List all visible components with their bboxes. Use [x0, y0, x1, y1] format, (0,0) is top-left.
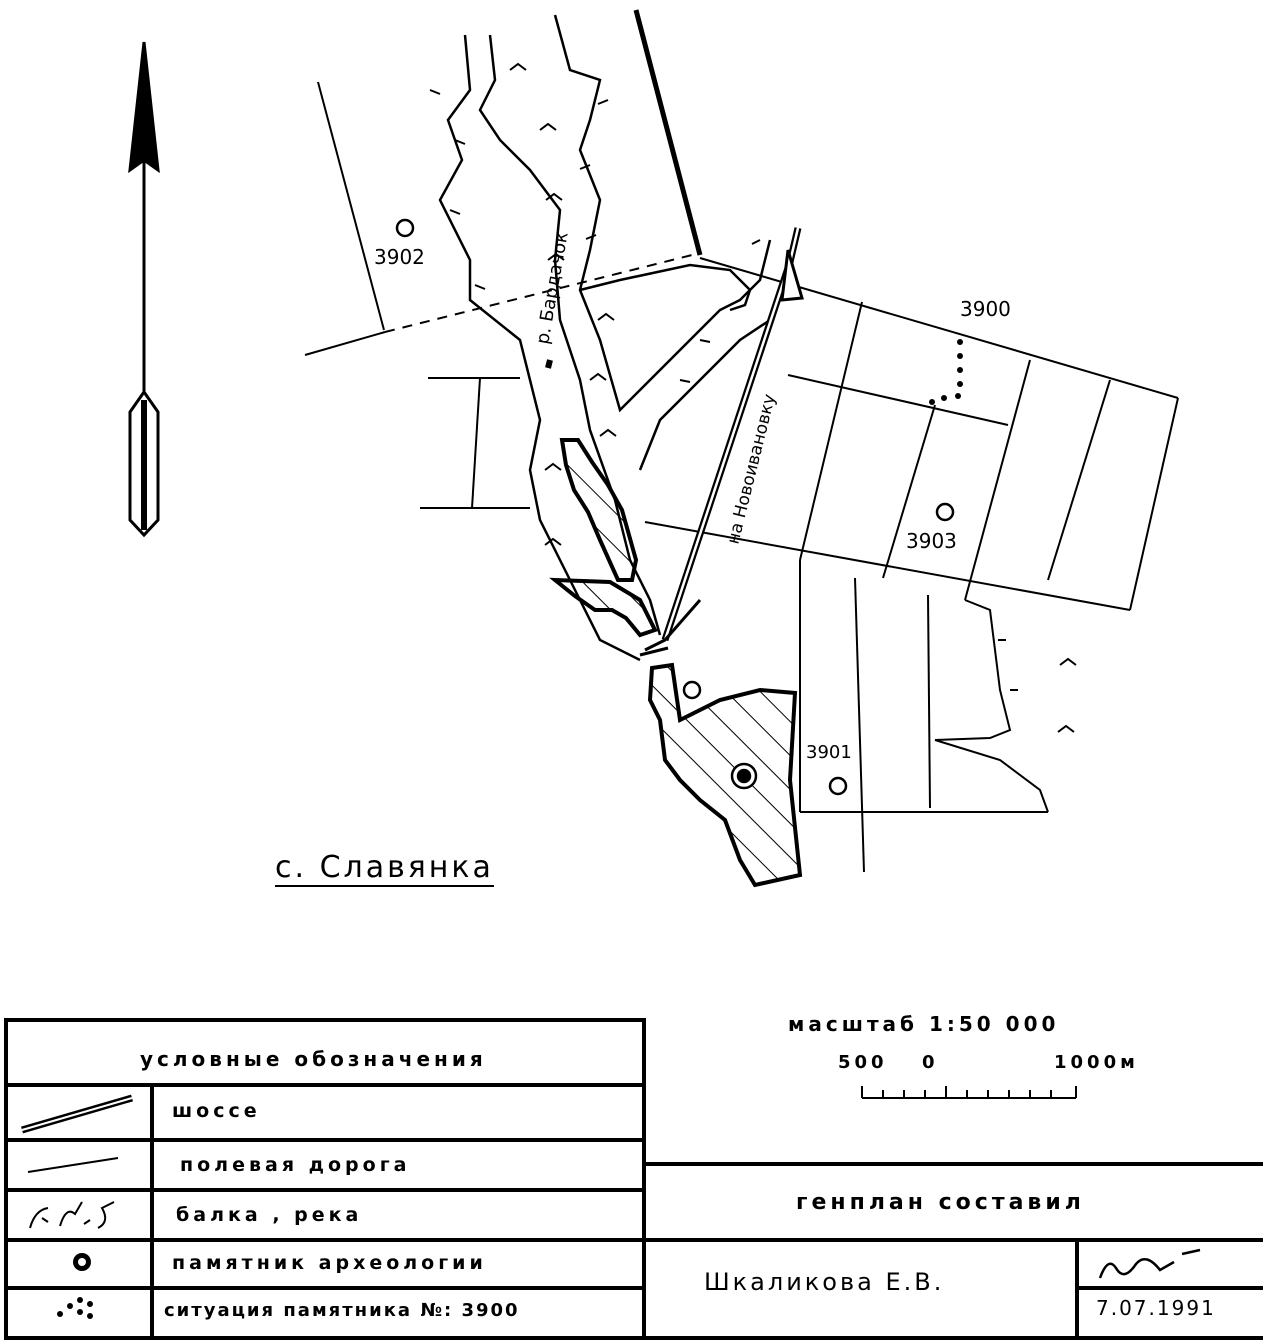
- legend-item-site-situation: ситуация памятника №: 3900: [164, 1300, 520, 1321]
- stamp-heading: генплан составил: [796, 1190, 1085, 1215]
- site-situation-symbol-icon: [57, 1297, 93, 1319]
- legend-item-field-road: полевая дорога: [180, 1154, 411, 1176]
- signature-icon: [1100, 1250, 1200, 1278]
- plot-label-3903: 3903: [906, 529, 957, 553]
- slope-ticks: [430, 64, 1076, 732]
- scale-zero-value: 0: [922, 1052, 939, 1073]
- marker-3901: [830, 778, 846, 794]
- scale-left-value: 500: [838, 1052, 888, 1073]
- scale-bar: [862, 1086, 1076, 1098]
- village-label: с. Славянка: [275, 850, 494, 885]
- marker-village: [684, 682, 700, 698]
- field-road-symbol-icon: [28, 1158, 118, 1172]
- road-label: на Новоивановку: [723, 392, 781, 547]
- river-label: р. Бардачок: [532, 230, 573, 346]
- highway-line: [640, 228, 802, 655]
- marker-3903: [937, 504, 953, 520]
- legend-item-monument: памятник археологии: [172, 1252, 487, 1274]
- scale-title: масштаб 1:50 000: [788, 1012, 1060, 1036]
- north-arrow-icon: [130, 42, 158, 535]
- legend-item-ravine: балка , река: [176, 1204, 363, 1226]
- monument-symbol-icon: [73, 1253, 91, 1271]
- stamp-date: 7.07.1991: [1096, 1296, 1216, 1320]
- ravine-river: [440, 15, 770, 660]
- plot-label-3901: 3901: [806, 742, 852, 763]
- plot-label-3900: 3900: [960, 297, 1011, 321]
- stamp-author: Шкаликова Е.В.: [704, 1268, 945, 1296]
- marker-3902: [397, 220, 413, 236]
- highway-symbol-icon: [22, 1098, 132, 1130]
- legend-title: условные обозначения: [140, 1047, 487, 1071]
- village-area: [555, 440, 800, 885]
- legend-item-highway: шоссе: [172, 1100, 261, 1122]
- site-3900-dots: [929, 339, 963, 405]
- ravine-symbol-icon: [30, 1202, 114, 1228]
- plot-label-3902: 3902: [374, 245, 425, 269]
- scale-right-value: 1000м: [1054, 1052, 1139, 1073]
